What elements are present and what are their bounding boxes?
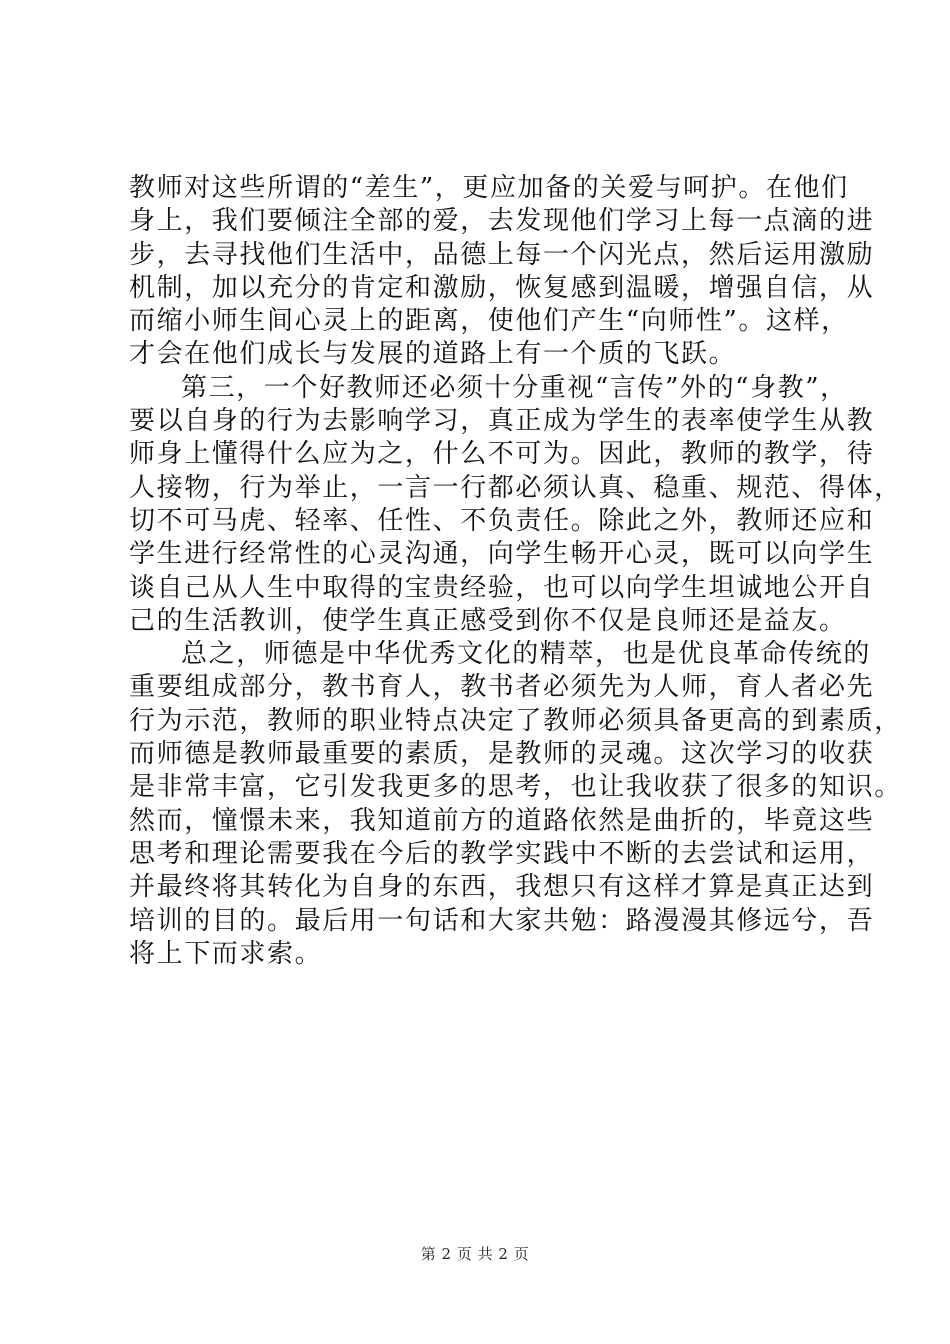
text-line: 教师对这些所谓的“差生”，更应加备的关爱与呵护。在他们 [129, 173, 849, 203]
text-line: 而师德是教师最重要的素质，是教师的灵魂。这次学习的收获 [129, 739, 875, 770]
text-line: 要以自身的行为去影响学习，真正成为学生的表率使学生从教 [129, 406, 875, 437]
paragraph-start-line: 总之，师德是中华优秀文化的精萃，也是优良革命传统的 [181, 639, 872, 670]
page-number-footer: 第 2 页 共 2 页 [420, 1245, 530, 1263]
text-line: 切不可马虎、轻率、任性、不负责任。除此之外，教师还应和 [129, 505, 875, 536]
text-line: 培训的目的。最后用一句话和大家共勉：路漫漫其修远兮，吾 [129, 905, 875, 936]
text-line: 己的生活教训，使学生真正感受到你不仅是良师还是益友。 [129, 605, 847, 636]
text-line: 步，去寻找他们生活中，品德上每一个闪光点，然后运用激励 [129, 239, 875, 270]
text-line: 是非常丰富，它引发我更多的思考，也让我收获了很多的知识。 [129, 772, 902, 803]
paragraph-start-line: 第三，一个好教师还必须十分重视“言传”外的“身教”， [181, 372, 848, 403]
document-body [129, 172, 902, 971]
text-line: 人接物，行为举止，一言一行都必须认真、稳重、规范、得体， [129, 472, 902, 503]
text-line: 师身上懂得什么应为之，什么不可为。因此，教师的教学，待 [129, 439, 875, 470]
text-line: 并最终将其转化为自身的东西，我想只有这样才算是真正达到 [129, 872, 875, 903]
text-line: 谈自己从人生中取得的宝贵经验，也可以向学生坦诚地公开自 [129, 572, 875, 603]
text-line: 学生进行经常性的心灵沟通，向学生畅开心灵，既可以向学生 [129, 539, 875, 570]
text-line: 身上，我们要倾注全部的爱，去发现他们学习上每一点滴的进 [129, 206, 875, 237]
text-line: 机制，加以充分的肯定和激励，恢复感到温暖，增强自信，从 [129, 272, 875, 303]
text-line: 而缩小师生间心灵上的距离，使他们产生“向师性”。这样， [129, 306, 849, 337]
text-line: 重要组成部分，教书育人，教书者必须先为人师，育人者必先 [129, 672, 875, 703]
text-line: 才会在他们成长与发展的道路上有一个质的飞跃。 [129, 339, 737, 370]
text-line: 行为示范，教师的职业特点决定了教师必须具备更高的到素质， [129, 705, 902, 736]
text-line: 将上下而求索。 [129, 938, 323, 969]
text-line: 然而，憧憬未来，我知道前方的道路依然是曲折的，毕竟这些 [129, 805, 875, 836]
text-line: 思考和理论需要我在今后的教学实践中不断的去尝试和运用， [129, 838, 875, 869]
